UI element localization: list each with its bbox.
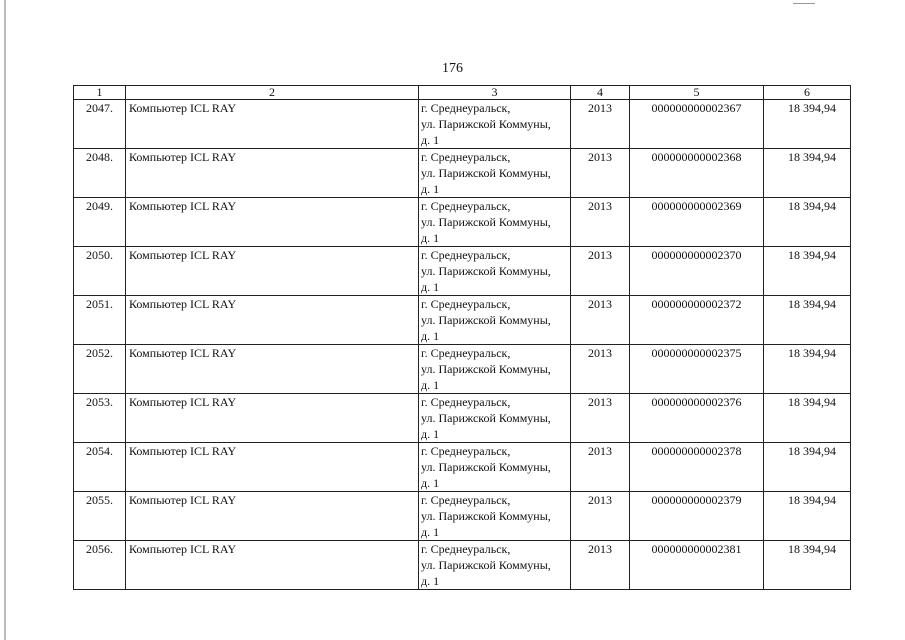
item-name: Компьютер ICL RAY	[126, 198, 419, 247]
table-row	[74, 100, 851, 149]
inventory-number: 000000000002379	[630, 492, 764, 541]
item-year: 2013	[571, 296, 630, 345]
row-number: 2052.	[74, 345, 126, 394]
address-line: д. 1	[421, 427, 440, 441]
item-year: 2013	[571, 394, 630, 443]
item-name: Компьютер ICL RAY	[126, 541, 419, 590]
row-number: 2054.	[74, 443, 126, 492]
address-line: г. Среднеуральск,	[421, 199, 511, 213]
address-line: ул. Парижской Коммуны,	[421, 362, 551, 376]
item-address	[419, 247, 571, 296]
item-year: 2013	[571, 492, 630, 541]
row-number: 2048.	[74, 149, 126, 198]
inventory-number: 000000000002368	[630, 149, 764, 198]
item-address	[419, 100, 571, 149]
item-year: 2013	[571, 100, 630, 149]
table-row	[74, 149, 851, 198]
item-cost: 18 394,94	[764, 394, 851, 443]
inventory-number: 000000000002376	[630, 394, 764, 443]
address-line: д. 1	[421, 476, 440, 490]
row-number: 2053.	[74, 394, 126, 443]
table-header-row	[74, 86, 851, 100]
address-line: г. Среднеуральск,	[421, 297, 511, 311]
item-year: 2013	[571, 345, 630, 394]
inventory-number: 000000000002370	[630, 247, 764, 296]
item-year: 2013	[571, 149, 630, 198]
item-cost: 18 394,94	[764, 296, 851, 345]
table-row	[74, 296, 851, 345]
item-address	[419, 149, 571, 198]
scan-margin-line	[4, 0, 6, 640]
address-line: ул. Парижской Коммуны,	[421, 460, 551, 474]
table-row	[74, 541, 851, 590]
table-row	[74, 394, 851, 443]
page-number: 176	[442, 61, 463, 76]
item-name: Компьютер ICL RAY	[126, 394, 419, 443]
item-year: 2013	[571, 198, 630, 247]
item-cost: 18 394,94	[764, 541, 851, 590]
inventory-number: 000000000002372	[630, 296, 764, 345]
item-year: 2013	[571, 443, 630, 492]
inventory-number: 000000000002369	[630, 198, 764, 247]
address-line: г. Среднеуральск,	[421, 444, 511, 458]
item-address	[419, 492, 571, 541]
inventory-number: 000000000002381	[630, 541, 764, 590]
address-line: г. Среднеуральск,	[421, 542, 511, 556]
address-line: д. 1	[421, 574, 440, 588]
item-address	[419, 394, 571, 443]
address-line: ул. Парижской Коммуны,	[421, 558, 551, 572]
row-number: 2049.	[74, 198, 126, 247]
item-year: 2013	[571, 247, 630, 296]
inventory-number: 000000000002367	[630, 100, 764, 149]
address-line: г. Среднеуральск,	[421, 248, 511, 262]
item-address	[419, 296, 571, 345]
address-line: ул. Парижской Коммуны,	[421, 509, 551, 523]
item-name: Компьютер ICL RAY	[126, 247, 419, 296]
property-register-table	[73, 85, 851, 590]
header-col-4: 4	[571, 86, 630, 100]
item-address	[419, 443, 571, 492]
row-number: 2047.	[74, 100, 126, 149]
item-cost: 18 394,94	[764, 345, 851, 394]
address-line: д. 1	[421, 231, 440, 245]
table-row	[74, 198, 851, 247]
address-line: г. Среднеуральск,	[421, 395, 511, 409]
item-cost: 18 394,94	[764, 247, 851, 296]
table-row	[74, 443, 851, 492]
address-line: г. Среднеуральск,	[421, 101, 511, 115]
table-row	[74, 345, 851, 394]
item-name: Компьютер ICL RAY	[126, 149, 419, 198]
header-col-6: 6	[764, 86, 851, 100]
address-line: д. 1	[421, 329, 440, 343]
address-line: ул. Парижской Коммуны,	[421, 166, 551, 180]
row-number: 2055.	[74, 492, 126, 541]
item-address	[419, 198, 571, 247]
address-line: г. Среднеуральск,	[421, 150, 511, 164]
item-name: Компьютер ICL RAY	[126, 296, 419, 345]
header-col-3: 3	[419, 86, 571, 100]
address-line: ул. Парижской Коммуны,	[421, 117, 551, 131]
item-address	[419, 345, 571, 394]
header-col-5: 5	[630, 86, 764, 100]
address-line: д. 1	[421, 378, 440, 392]
address-line: г. Среднеуральск,	[421, 346, 511, 360]
row-number: 2050.	[74, 247, 126, 296]
header-col-1: 1	[74, 86, 126, 100]
row-number: 2051.	[74, 296, 126, 345]
address-line: д. 1	[421, 280, 440, 294]
address-line: д. 1	[421, 525, 440, 539]
address-line: г. Среднеуральск,	[421, 493, 511, 507]
address-line: д. 1	[421, 182, 440, 196]
item-cost: 18 394,94	[764, 198, 851, 247]
row-number: 2056.	[74, 541, 126, 590]
address-line: ул. Парижской Коммуны,	[421, 411, 551, 425]
item-cost: 18 394,94	[764, 100, 851, 149]
address-line: ул. Парижской Коммуны,	[421, 215, 551, 229]
scan-mark	[793, 3, 815, 4]
item-address	[419, 541, 571, 590]
item-name: Компьютер ICL RAY	[126, 100, 419, 149]
address-line: д. 1	[421, 133, 440, 147]
item-cost: 18 394,94	[764, 149, 851, 198]
item-name: Компьютер ICL RAY	[126, 492, 419, 541]
inventory-number: 000000000002375	[630, 345, 764, 394]
item-name: Компьютер ICL RAY	[126, 345, 419, 394]
item-cost: 18 394,94	[764, 443, 851, 492]
inventory-number: 000000000002378	[630, 443, 764, 492]
item-year: 2013	[571, 541, 630, 590]
item-cost: 18 394,94	[764, 492, 851, 541]
header-col-2: 2	[126, 86, 419, 100]
table-row	[74, 247, 851, 296]
item-name: Компьютер ICL RAY	[126, 443, 419, 492]
address-line: ул. Парижской Коммуны,	[421, 264, 551, 278]
address-line: ул. Парижской Коммуны,	[421, 313, 551, 327]
table-row	[74, 492, 851, 541]
